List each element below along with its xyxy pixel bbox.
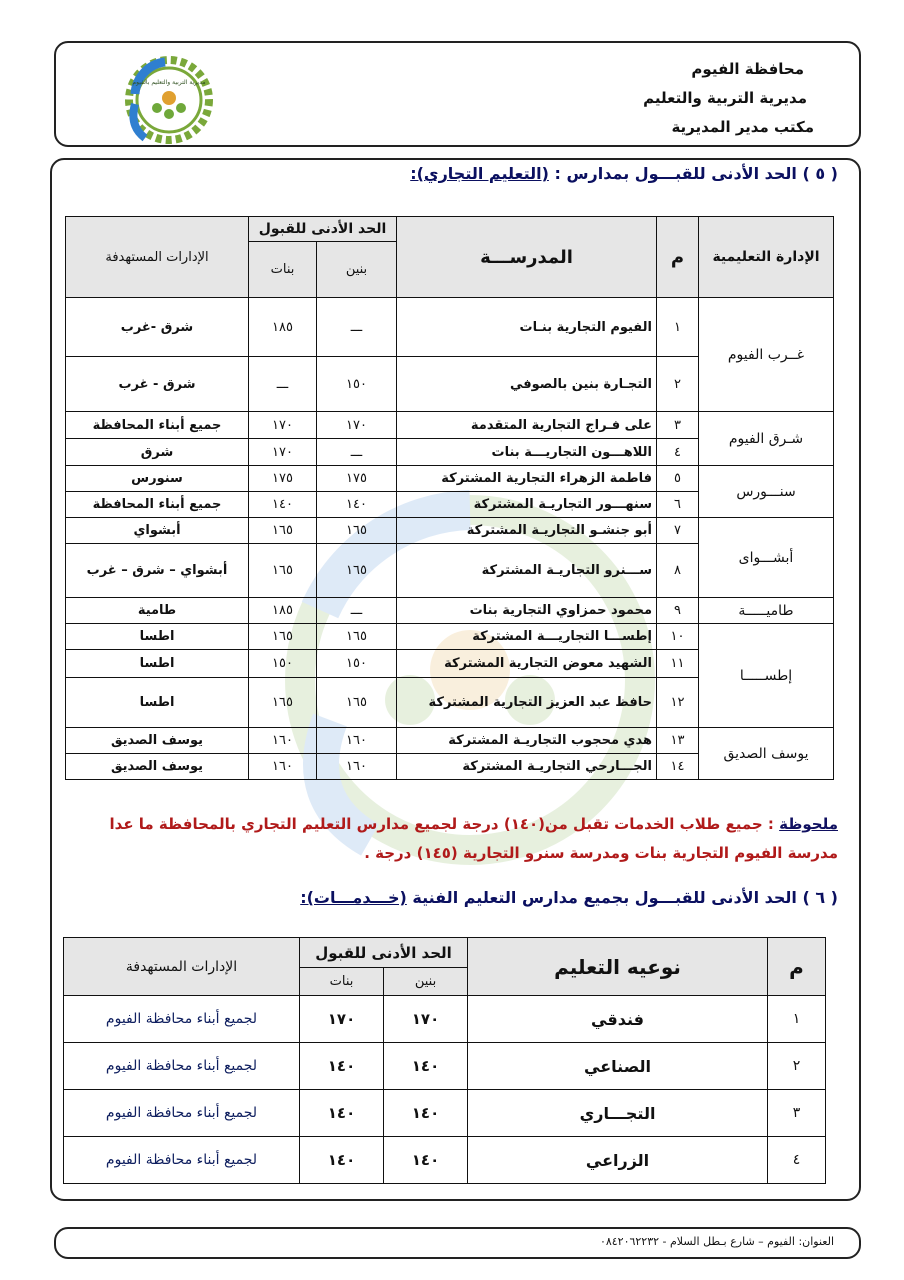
header-type: نوعيه التعليم	[468, 938, 768, 996]
school-name: اللاهـــون التجاريـــة بنات	[397, 439, 657, 466]
boys-score: ـــ	[317, 439, 397, 466]
directorate-logo	[121, 54, 213, 146]
note-text: : جميع طلاب الخدمات تقبل من(١٤٠) درجة لجميع مدارس التعليم التجاري بالمحافظة ما عدا مدرسة الفيوم التجارية بنات ومدرسة سنرو التجارية (١٤٥) درجة .	[109, 815, 838, 862]
boys-score: ١٦٥	[317, 624, 397, 650]
row-num: ٣	[768, 1090, 826, 1137]
header-boys: بنين	[384, 968, 468, 996]
row-num: ١٣	[657, 728, 699, 754]
target-admins: لجميع أبناء محافظة الفيوم	[64, 1137, 300, 1184]
table-row	[64, 1090, 826, 1137]
admin-cell: غــرب الفيوم	[699, 298, 834, 412]
row-num: ١٠	[657, 624, 699, 650]
girls-score: ١٧٥	[249, 466, 317, 492]
boys-score: ١٤٠	[384, 1043, 468, 1090]
table-row	[64, 1137, 826, 1184]
school-name: الشهيد معوض التجارية المشتركة	[397, 650, 657, 678]
school-name: على فـراج التجارية المتقدمة	[397, 412, 657, 439]
footer-address: العنوان: الفيوم – شارع بـطل السلام - ٠٨٤٢٠٦٢٢٣٢	[599, 1235, 834, 1248]
row-num: ١٤	[657, 754, 699, 780]
header-girls: بنات	[249, 242, 317, 298]
girls-score: ١٦٥	[249, 518, 317, 544]
section6-title-emph: (خـــدمـــات):	[300, 888, 407, 907]
section6-title	[300, 888, 838, 907]
boys-score: ١٧٥	[317, 466, 397, 492]
row-num: ١١	[657, 650, 699, 678]
school-name: التجـارة بنين بالصوفي	[397, 357, 657, 412]
target-admins: جميع أبناء المحافظة	[66, 492, 249, 518]
target-admins: اطسا	[66, 624, 249, 650]
target-admins: يوسف الصديق	[66, 754, 249, 780]
header-num: م	[657, 217, 699, 298]
table-row	[66, 518, 834, 544]
section5-title-emph: (التعليم التجاري):	[410, 164, 549, 183]
office-name: مكتب مدير المديرية	[671, 118, 814, 136]
girls-score: ١٦٠	[249, 754, 317, 780]
row-num: ١	[657, 298, 699, 357]
admin-cell: طاميـــــة	[699, 598, 834, 624]
row-num: ٤	[657, 439, 699, 466]
target-admins: أبشواي	[66, 518, 249, 544]
admin-cell: شـرق الفيوم	[699, 412, 834, 466]
target-admins: شرق - غرب	[66, 357, 249, 412]
row-num: ٨	[657, 544, 699, 598]
governorate-name: محافظة الفيوم	[691, 60, 804, 78]
admin-cell: سنـــورس	[699, 466, 834, 518]
section5-title-prefix: ( ٥ ) الحد الأدنى للقبـــول بمدارس :	[548, 164, 838, 183]
table-row	[66, 598, 834, 624]
education-type: الصناعي	[468, 1043, 768, 1090]
girls-score: ١٦٥	[249, 678, 317, 728]
education-type: فندقي	[468, 996, 768, 1043]
section5-title	[410, 164, 838, 183]
target-admins: أبشواي – شرق – غرب	[66, 544, 249, 598]
girls-score: ١٤٠	[300, 1043, 384, 1090]
education-type: الزراعي	[468, 1137, 768, 1184]
table-row	[66, 412, 834, 439]
school-name: الفيوم التجارية بنـات	[397, 298, 657, 357]
girls-score: ١٨٥	[249, 298, 317, 357]
header-target: الإدارات المستهدفة	[64, 938, 300, 996]
school-name: ســـنرو التجاريـة المشتركة	[397, 544, 657, 598]
girls-score: ١٨٥	[249, 598, 317, 624]
header-admin: الإدارة التعليمية	[699, 217, 834, 298]
table-row	[66, 466, 834, 492]
target-admins: سنورس	[66, 466, 249, 492]
row-num: ٥	[657, 466, 699, 492]
header-target: الإدارات المستهدفة	[66, 217, 249, 298]
target-admins: جميع أبناء المحافظة	[66, 412, 249, 439]
row-num: ٧	[657, 518, 699, 544]
directorate-name: مديرية التربية والتعليم	[643, 89, 807, 107]
girls-score: ١٧٠	[300, 996, 384, 1043]
table-row	[64, 996, 826, 1043]
boys-score: ـــ	[317, 298, 397, 357]
row-num: ٦	[657, 492, 699, 518]
target-admins: اطسا	[66, 650, 249, 678]
table-row	[66, 728, 834, 754]
girls-score: ١٤٠	[249, 492, 317, 518]
header-min-score: الحد الأدنى للقبول	[249, 217, 397, 242]
school-name: حافظ عبد العزيز التجارية المشتركة	[397, 678, 657, 728]
boys-score: ١٤٠	[317, 492, 397, 518]
boys-score: ١٤٠	[384, 1137, 468, 1184]
row-num: ٣	[657, 412, 699, 439]
boys-score: ١٦٥	[317, 678, 397, 728]
svg-text:مديرية التربية والتعليم بالفيو: مديرية التربية والتعليم بالفيوم	[132, 79, 206, 86]
girls-score: ١٤٠	[300, 1090, 384, 1137]
girls-score: ١٦٥	[249, 544, 317, 598]
row-num: ٢	[768, 1043, 826, 1090]
boys-score: ١٤٠	[384, 1090, 468, 1137]
table-row	[66, 298, 834, 357]
commercial-schools-table	[65, 216, 834, 780]
boys-score: ١٥٠	[317, 357, 397, 412]
target-admins: لجميع أبناء محافظة الفيوم	[64, 1043, 300, 1090]
admin-cell: يوسف الصديق	[699, 728, 834, 780]
header-boys: بنين	[317, 242, 397, 298]
table-row	[64, 1043, 826, 1090]
row-num: ٤	[768, 1137, 826, 1184]
row-num: ٢	[657, 357, 699, 412]
school-name: فاطمة الزهراء التجارية المشتركة	[397, 466, 657, 492]
girls-score: ١٧٠	[249, 439, 317, 466]
target-admins: اطسا	[66, 678, 249, 728]
row-num: ١	[768, 996, 826, 1043]
girls-score: ١٧٠	[249, 412, 317, 439]
header-num: م	[768, 938, 826, 996]
admin-cell: إطســـــا	[699, 624, 834, 728]
row-num: ٩	[657, 598, 699, 624]
school-name: إطســـا التجاريـــة المشتركة	[397, 624, 657, 650]
girls-score: ١٦٠	[249, 728, 317, 754]
school-name: الجـــارحي التجاريـة المشتركة	[397, 754, 657, 780]
boys-score: ١٦٥	[317, 518, 397, 544]
girls-score: ١٥٠	[249, 650, 317, 678]
school-name: هدي محجوب التجاريـة المشتركة	[397, 728, 657, 754]
boys-score: ١٦٠	[317, 754, 397, 780]
header-school: المدرســـة	[397, 217, 657, 298]
boys-score: ١٥٠	[317, 650, 397, 678]
girls-score: ١٤٠	[300, 1137, 384, 1184]
boys-score: ـــ	[317, 598, 397, 624]
section6-title-prefix: ( ٦ ) الحد الأدنى للقبـــول بجميع مدارس التعليم الفنية	[406, 888, 838, 907]
admin-cell: أبشـــواى	[699, 518, 834, 598]
technical-services-table	[63, 937, 826, 1184]
target-admins: شرق -غرب	[66, 298, 249, 357]
education-type: التجـــاري	[468, 1090, 768, 1137]
target-admins: لجميع أبناء محافظة الفيوم	[64, 1090, 300, 1137]
note-label: ملحوظة	[779, 815, 838, 833]
header-min-score: الحد الأدنى للقبول	[300, 938, 468, 968]
note-paragraph	[68, 810, 838, 868]
school-name: سنهـــور التجاريـة المشتركة	[397, 492, 657, 518]
school-name: محمود حمزاوي التجارية بنات	[397, 598, 657, 624]
school-name: أبو جنشـو التجاريـة المشتركة	[397, 518, 657, 544]
girls-score: ـــ	[249, 357, 317, 412]
target-admins: يوسف الصديق	[66, 728, 249, 754]
boys-score: ١٧٠	[317, 412, 397, 439]
girls-score: ١٦٥	[249, 624, 317, 650]
target-admins: شرق	[66, 439, 249, 466]
target-admins: طامية	[66, 598, 249, 624]
header-girls: بنات	[300, 968, 384, 996]
boys-score: ١٧٠	[384, 996, 468, 1043]
table-row	[66, 624, 834, 650]
boys-score: ١٦٥	[317, 544, 397, 598]
boys-score: ١٦٠	[317, 728, 397, 754]
row-num: ١٢	[657, 678, 699, 728]
target-admins: لجميع أبناء محافظة الفيوم	[64, 996, 300, 1043]
